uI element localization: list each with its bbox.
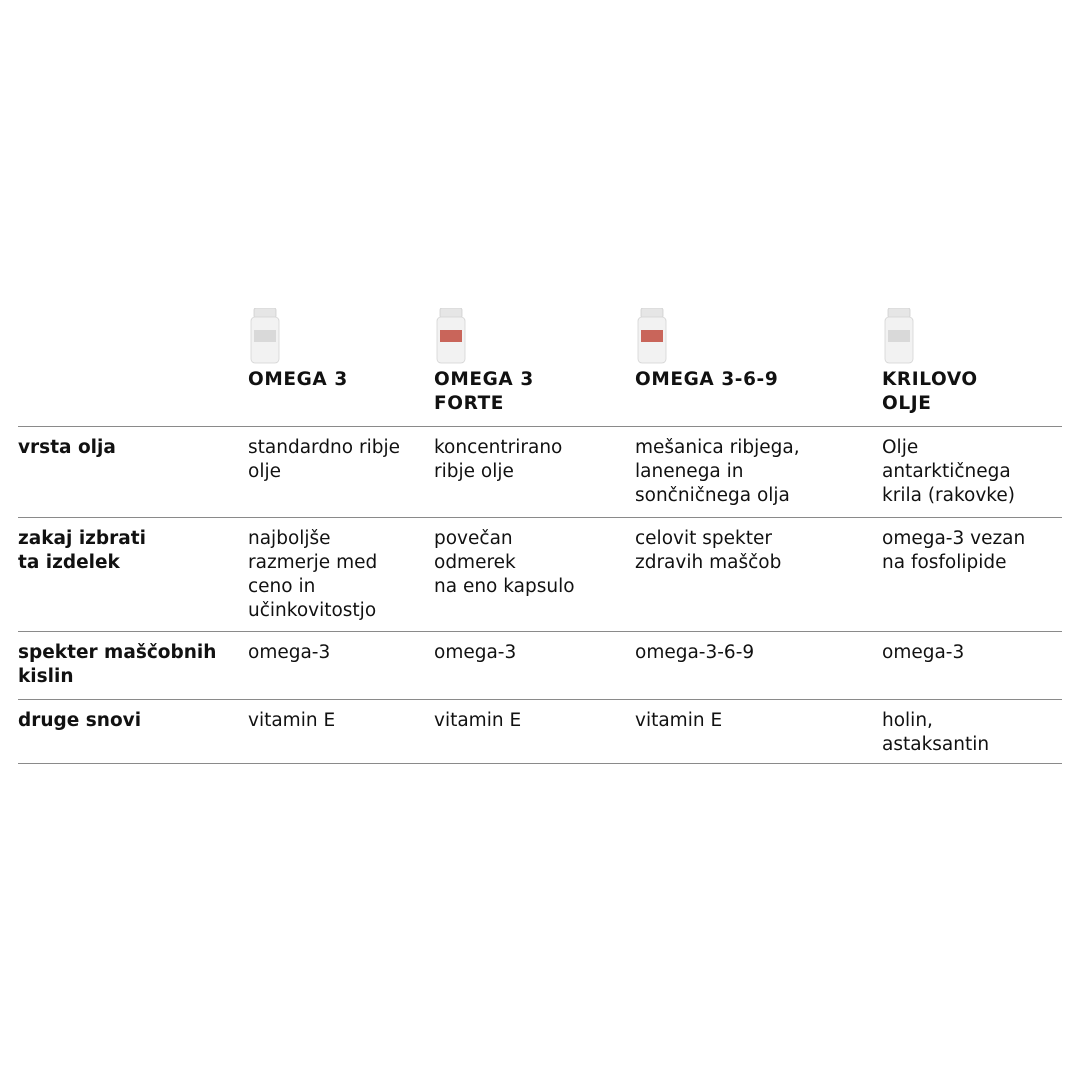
- product-name: KRILOVO OLJE: [882, 369, 978, 414]
- row-label: vrsta olja: [18, 437, 116, 458]
- table-cell: vitamin E: [635, 710, 723, 731]
- jar-label-band: [440, 330, 462, 342]
- product-name: OMEGA 3 FORTE: [434, 369, 534, 414]
- jar-label-band: [641, 330, 663, 342]
- product-jar-icon: [434, 308, 468, 364]
- row-label: druge snovi: [18, 710, 142, 731]
- product-header-row: [18, 300, 1062, 426]
- table-cell: mešanica ribjega, lanenega in sončničnega olja: [635, 437, 800, 506]
- table-cell: standardno ribje olje: [248, 437, 400, 482]
- row-label: zakaj izbrati ta izdelek: [18, 528, 146, 573]
- table-cell: omega-3-6-9: [635, 642, 755, 663]
- table-cell: Olje antarktičnega krila (rakovke): [882, 437, 1015, 506]
- table-cell: omega-3: [248, 642, 331, 663]
- table-cell: omega-3: [434, 642, 517, 663]
- table-cell: koncentrirano ribje olje: [434, 437, 563, 482]
- table-cell: povečan odmerek na eno kapsulo: [434, 528, 575, 597]
- comparison-table: [18, 300, 1062, 764]
- product-jar-icon: [635, 308, 669, 364]
- table-row-zakaj-izbrati: [18, 517, 1062, 631]
- table-row-vrsta-olja: [18, 426, 1062, 517]
- table-cell: najboljše razmerje med ceno in učinkovitostjo: [248, 528, 378, 621]
- table-cell: omega-3 vezan na fosfolipide: [882, 528, 1026, 573]
- table-cell: vitamin E: [248, 710, 336, 731]
- table-row-druge-snovi: [18, 699, 1062, 764]
- table-cell: omega-3: [882, 642, 965, 663]
- table-cell: celovit spekter zdravih maščob: [635, 528, 782, 573]
- table-row-spekter: [18, 631, 1062, 699]
- jar-label-band: [254, 330, 276, 342]
- product-jar-icon: [882, 308, 916, 364]
- product-jar-icon: [248, 308, 282, 364]
- row-label: spekter maščobnih kislin: [18, 642, 217, 687]
- table-cell: vitamin E: [434, 710, 522, 731]
- table-cell: holin, astaksantin: [882, 710, 990, 755]
- product-name: OMEGA 3: [248, 369, 348, 390]
- product-name: OMEGA 3-6-9: [635, 369, 779, 390]
- jar-label-band: [888, 330, 910, 342]
